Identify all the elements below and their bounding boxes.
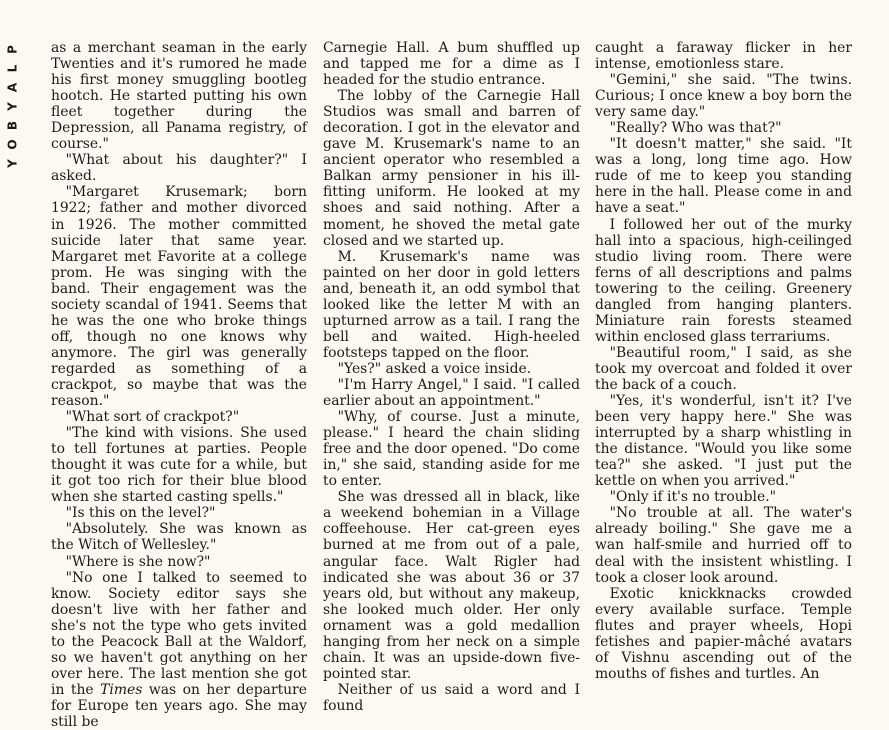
paragraph: "What sort of crackpot?" bbox=[65, 409, 240, 426]
magazine-masthead bbox=[7, 40, 19, 173]
paragraph: Carnegie Hall. A bum shuffled up and tapped me for a dime as I headed for the studio entrance. bbox=[323, 40, 580, 89]
paragraph: "Is this on the level?" bbox=[65, 505, 216, 522]
paragraph: "No trouble at all. The water's already boiling." She gave me a wan half-smile and hurried off to deal with the insistent whistling. I took a closer look around. bbox=[595, 505, 852, 586]
paragraph: as a merchant seaman in the early Twenties and it's rumored he made his first money smuggling bootleg hootch. He started putting his own fleet together during the Depression, all Panama registry, of course." bbox=[51, 40, 307, 153]
masthead-letter: P bbox=[5, 45, 20, 54]
paragraph: "Really? Who was that?" bbox=[609, 120, 782, 137]
paragraph: She was dressed all in black, like a weekend bohemian in a Village coffeehouse. Her cat-green eyes burned at me from out of a pale, angular face. Walt Rigler had indicated she was about 36 or 37 years old, but without any makeup, she looked much older. Her only ornament was a gold medallion hanging from her neck on a simple chain. It was an upside-down five-pointed star. bbox=[323, 489, 580, 682]
paragraph: "Where is she now?" bbox=[65, 553, 211, 570]
paragraph: "Beautiful room," I said, as she took my overcoat and folded it over the back of a couch. bbox=[595, 344, 852, 393]
paragraph: The lobby of the Carnegie Hall Studios was small and barren of decoration. I got in the elevator and gave M. Krusemark's name to an ancient operator who resembled a Balkan army pensioner in his ill-fitting uniform. He looked at my shoes and said nothing. After a moment, he shoved the metal gate closed and we started up. bbox=[323, 88, 580, 249]
paragraph: M. Krusemark's name was painted on her door in gold letters and, beneath it, an odd symbol that looked like the letter M with an upturned arrow as a tail. I rang the bell and waited. High-heeled footsteps tapped on the floor. bbox=[323, 248, 580, 361]
text-column-1 bbox=[51, 40, 307, 730]
paragraph: I followed her out of the murky hall into a spacious, high-ceilinged studio living room. There were ferns of all descriptions and palms towering to the ceiling. Greenery dangled from hanging planters. Miniature rain forests steamed within enclosed glass terrariums. bbox=[595, 216, 852, 345]
paragraph: "I'm Harry Angel," I said. "I called earlier about an appointment." bbox=[323, 376, 580, 410]
masthead-letter: Y bbox=[5, 159, 20, 168]
paragraph: "Margaret Krusemark; born 1922; father and mother divorced in 1926. The mother committed suicide later that same year. Margaret met Favorite at a college prom. He was singing with the band. Their engagement was the society scandal of 1941. Seems that he was the one who broke things off, though no one knows why anymore. The girl was generally regarded as something of a crackpot, so maybe that was the reason." bbox=[51, 184, 307, 410]
text-column-2 bbox=[323, 40, 580, 714]
paragraph: "It doesn't matter," she said. "It was a long, long time ago. How rude of me to keep you standing here in the hall. Please come in and have a seat." bbox=[595, 136, 852, 217]
paragraph: caught a faraway flicker in her intense, emotionless stare. bbox=[595, 40, 852, 73]
masthead-letter: L bbox=[5, 64, 20, 73]
paragraph: Exotic knickknacks crowded every available surface. Temple flutes and prayer wheels, Hopi fetishes and papier-mâché avatars of Vishnu ascending out of the mouths of fishes and turtles. An bbox=[595, 585, 852, 682]
text-column-3 bbox=[595, 40, 852, 682]
masthead-letter: A bbox=[5, 82, 20, 93]
masthead-letter: O bbox=[5, 139, 20, 150]
paragraph: Neither of us said a word and I found bbox=[323, 681, 580, 714]
paragraph: "Yes, it's wonderful, isn't it? I've been very happy here." She was interrupted by a sharp whistling in the distance. "Would you like some tea?" she asked. "I just put the kettle on when you arrived." bbox=[595, 393, 852, 490]
paragraph: "Why, of course. Just a minute, please." I heard the chain sliding free and the door opened. "Do come in," she said, standing aside for me to enter. bbox=[323, 409, 580, 490]
paragraph: "What about his daughter?" I asked. bbox=[51, 152, 307, 185]
paragraph: "The kind with visions. She used to tell fortunes at parties. People thought it was cute for a while, but it got too rich for their blue blood when she started casting spells." bbox=[51, 425, 307, 506]
masthead-letter: B bbox=[5, 120, 20, 131]
paragraph-text: "No one I talked to seemed to know. Society editor says she doesn't live with her father and she's not the type who gets invited to the Peacock Ball at the Waldorf, so we haven't got anything on her over here. The last mention she got in the bbox=[51, 569, 307, 698]
paragraph bbox=[51, 570, 307, 730]
paragraph: "Absolutely. She was known as the Witch of Wellesley." bbox=[51, 521, 307, 554]
paragraph: "Yes?" asked a voice inside. bbox=[337, 360, 532, 377]
newspaper-title: Times bbox=[100, 681, 143, 698]
masthead-letter: Y bbox=[5, 102, 20, 111]
paragraph: "Only if it's no trouble." bbox=[609, 489, 777, 506]
paragraph-text: was on her departure for Europe ten years ago. She may still be bbox=[51, 681, 307, 730]
paragraph: "Gemini," she said. "The twins. Curious; I once knew a boy born the very same day." bbox=[595, 72, 852, 121]
